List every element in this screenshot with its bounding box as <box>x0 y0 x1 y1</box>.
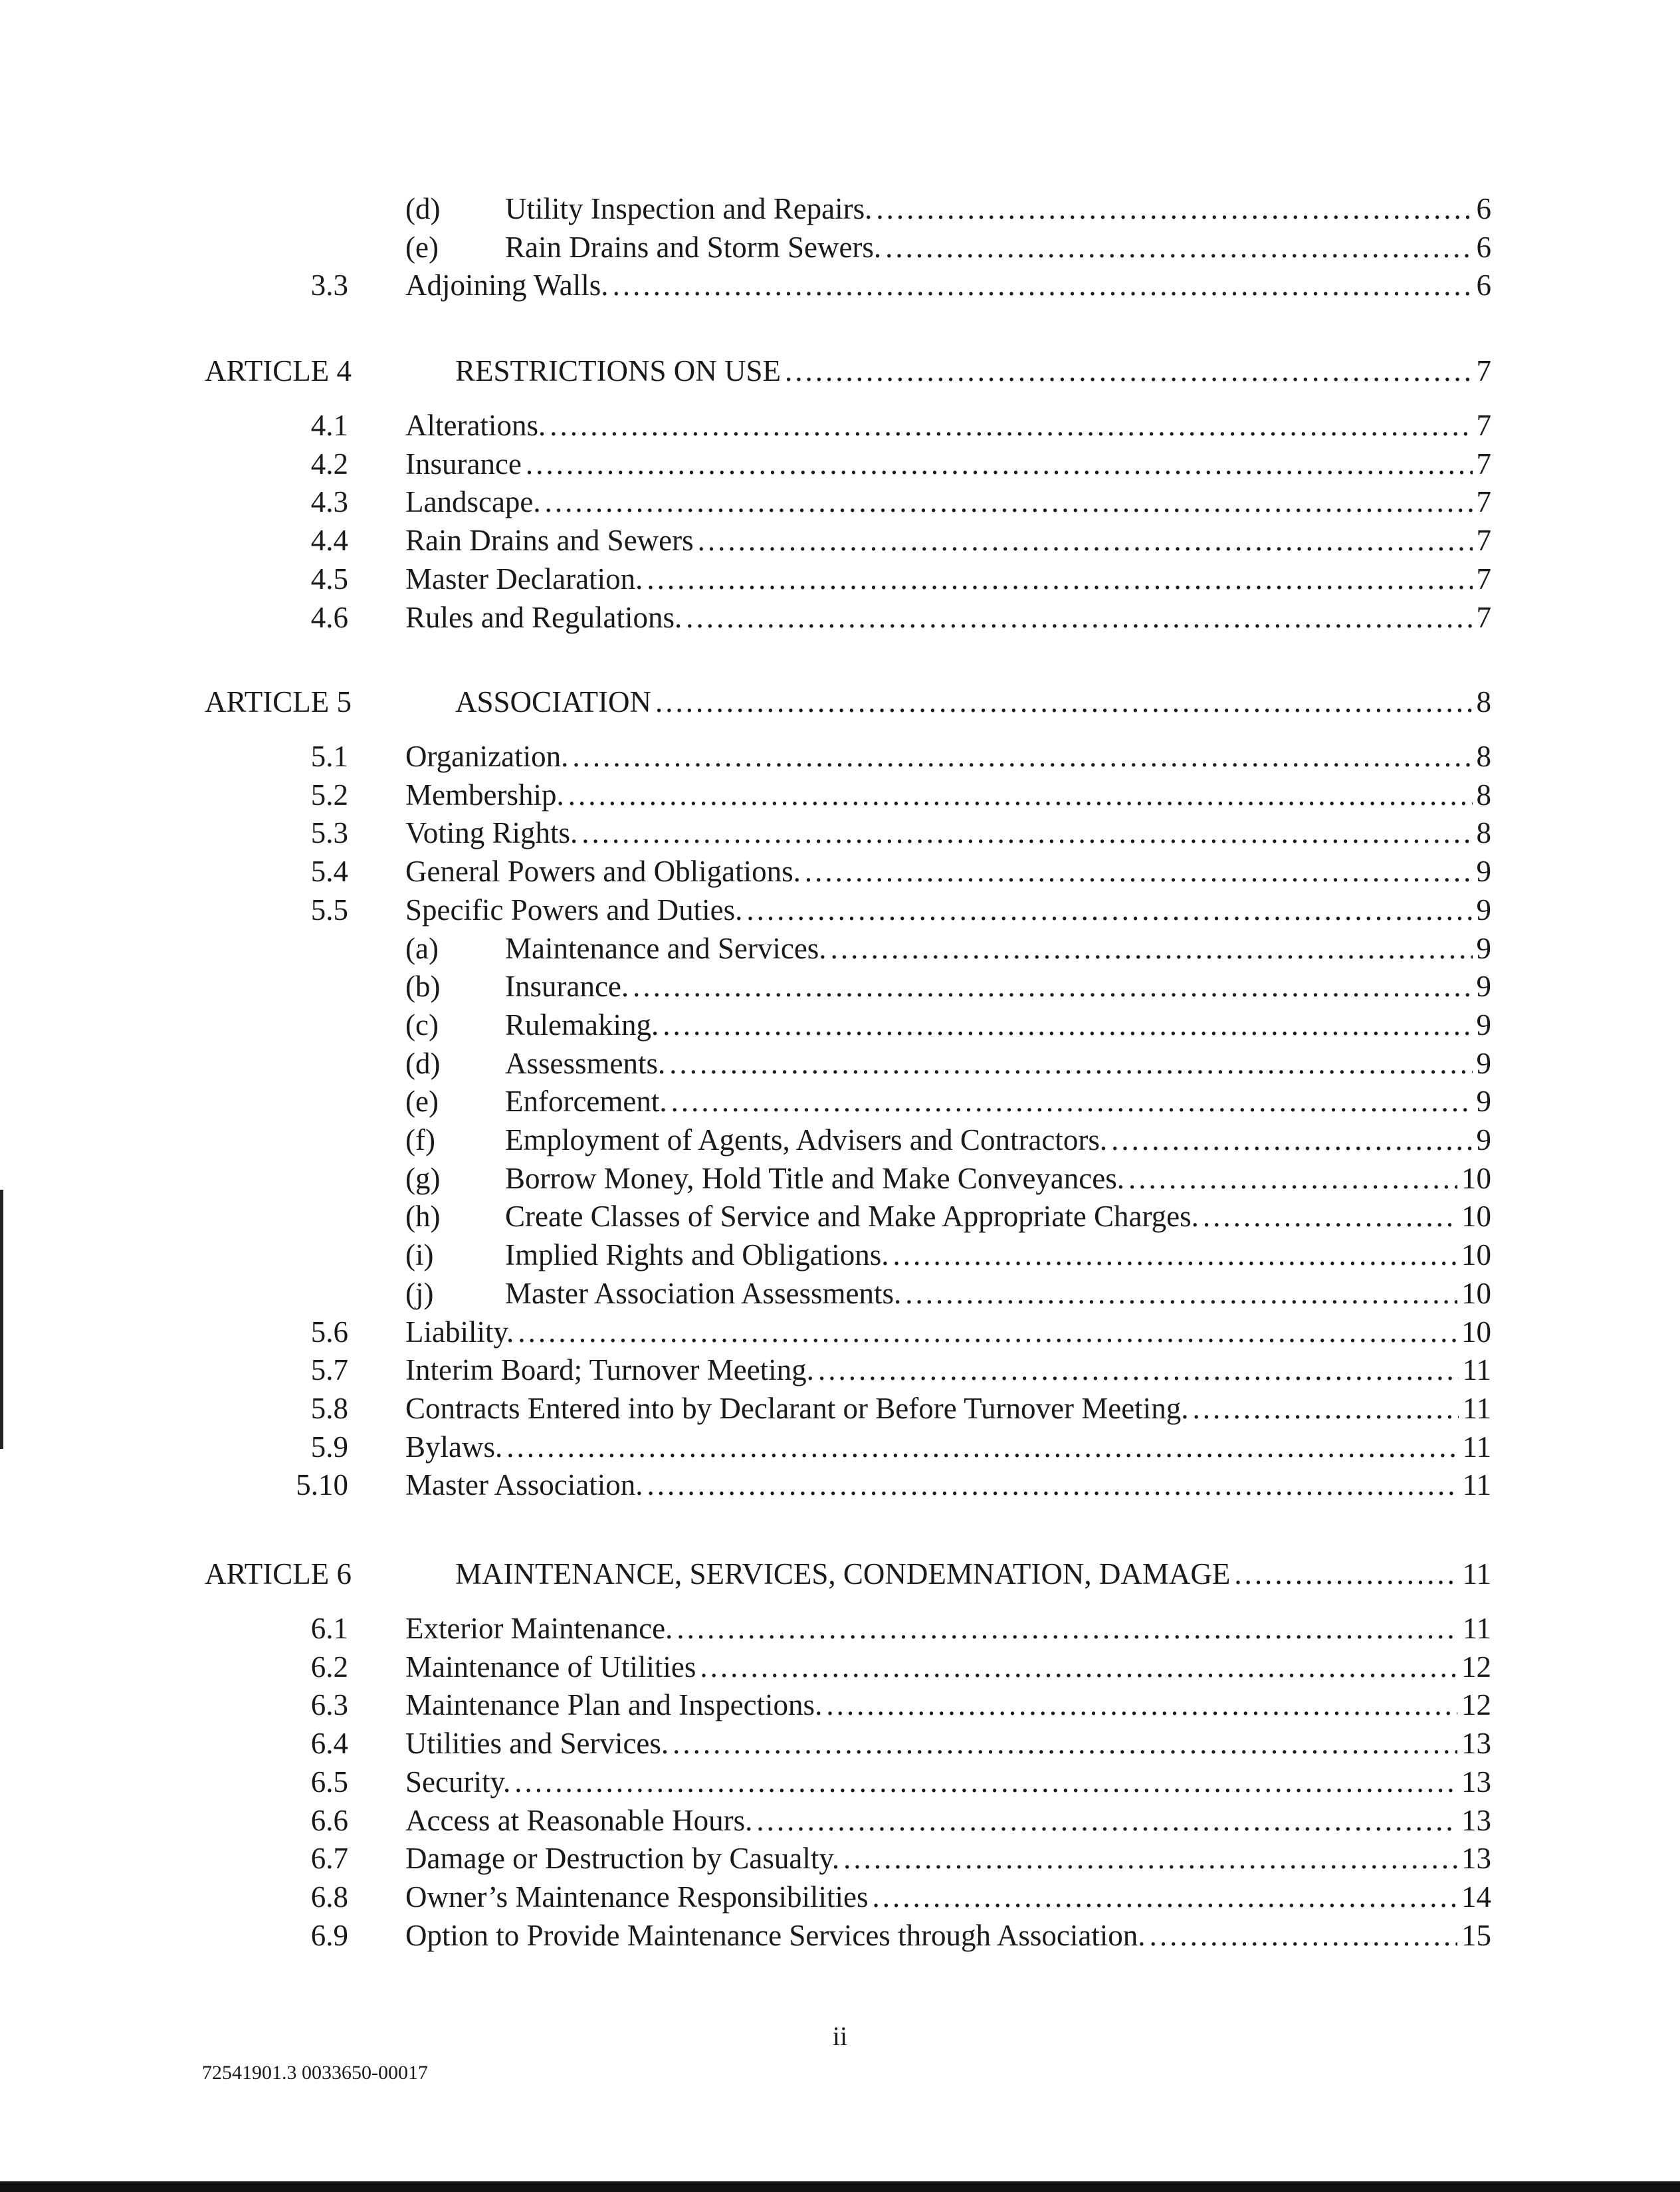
entry-title: Liability. <box>405 1315 514 1349</box>
subsection-letter: (h) <box>405 1200 441 1234</box>
toc-entry <box>405 1763 1491 1801</box>
dot-leader <box>826 1686 1457 1723</box>
section-number: 4.3 <box>310 485 348 519</box>
page-number: 9 <box>1476 893 1491 927</box>
page-number: 7 <box>1476 354 1491 387</box>
page-number: 9 <box>1476 970 1491 1004</box>
entry-title: Create Classes of Service and Make Appropriate Charges. <box>505 1200 1199 1234</box>
toc-entry <box>405 483 1491 520</box>
page-number: 9 <box>1476 1085 1491 1119</box>
entry-title: Borrow Money, Hold Title and Make Conveyances. <box>505 1161 1124 1195</box>
section-number: 5.3 <box>310 816 348 850</box>
section-number: 6.2 <box>310 1650 348 1684</box>
section-number: 5.2 <box>310 778 348 812</box>
article-title: ASSOCIATION <box>455 685 652 718</box>
page-number: 11 <box>1462 1353 1491 1387</box>
section-number: 6.7 <box>310 1842 348 1876</box>
section-number: 5.5 <box>310 893 348 927</box>
dot-leader <box>686 599 1472 636</box>
page-number: 8 <box>1476 816 1491 850</box>
page-number: 7 <box>1476 524 1491 558</box>
toc-entry <box>405 1466 1491 1503</box>
entry-title: Contracts Entered into by Declarant or Before Turnover Meeting. <box>405 1391 1189 1425</box>
dot-leader <box>677 1610 1458 1647</box>
dot-leader <box>805 853 1473 890</box>
page-number: 10 <box>1461 1238 1491 1272</box>
page-number: 14 <box>1461 1880 1491 1914</box>
entry-title: Interim Board; Turnover Meeting. <box>405 1353 814 1387</box>
page-number: 9 <box>1476 1046 1491 1080</box>
entry-title: Organization. <box>405 740 569 773</box>
entry-title: Assessments. <box>505 1046 666 1080</box>
toc-entry <box>505 1006 1491 1043</box>
section-number: 5.8 <box>310 1391 348 1425</box>
toc-entry <box>405 738 1491 775</box>
toc-entry <box>405 267 1491 304</box>
toc-entry <box>405 1686 1491 1723</box>
dot-leader <box>905 1275 1457 1312</box>
dot-leader <box>545 483 1473 520</box>
subsection-letter: (j) <box>405 1276 434 1310</box>
section-number: 4.6 <box>310 600 348 634</box>
toc-entry <box>405 1802 1491 1839</box>
page-number: 12 <box>1461 1688 1491 1722</box>
section-number: 6.6 <box>310 1803 348 1837</box>
page-number: 11 <box>1462 1557 1491 1590</box>
entry-title: Master Association Assessments. <box>505 1276 902 1310</box>
toc-entry <box>505 229 1491 266</box>
subsection-letter: (e) <box>405 230 439 264</box>
page-number: 9 <box>1476 931 1491 965</box>
toc-entry <box>405 560 1491 598</box>
section-number: 6.4 <box>310 1727 348 1761</box>
entry-title: Exterior Maintenance. <box>405 1612 673 1645</box>
dot-leader <box>1203 1198 1457 1235</box>
toc-entry <box>405 445 1491 483</box>
toc-entry <box>405 1610 1491 1647</box>
section-number: 6.1 <box>310 1612 348 1645</box>
page-number: 13 <box>1461 1727 1491 1761</box>
page-number: 8 <box>1476 740 1491 773</box>
toc-entry <box>405 1917 1491 1954</box>
toc-entry <box>405 776 1491 814</box>
page-number: 13 <box>1461 1765 1491 1799</box>
dot-leader <box>568 776 1473 814</box>
article-title: RESTRICTIONS ON USE <box>455 354 782 387</box>
section-number: 5.6 <box>310 1315 348 1349</box>
footer-document-id: 72541901.3 0033650-00017 <box>202 2062 428 2084</box>
entry-title: Maintenance and Services. <box>505 931 827 965</box>
scan-edge-bottom <box>0 2181 1680 2192</box>
page-number: 11 <box>1462 1430 1491 1464</box>
subsection-letter: (g) <box>405 1161 441 1195</box>
section-number: 6.9 <box>310 1918 348 1952</box>
toc-entry <box>505 1198 1491 1235</box>
dot-leader <box>746 891 1472 929</box>
section-number: 5.10 <box>296 1468 348 1502</box>
entry-title: Utilities and Services. <box>405 1727 669 1761</box>
article-heading <box>455 683 1491 720</box>
dot-leader <box>647 560 1472 598</box>
entry-title: Voting Rights. <box>405 816 578 850</box>
page-number: 13 <box>1461 1842 1491 1876</box>
entry-title: Rain Drains and Storm Sewers. <box>505 230 882 264</box>
toc-entry <box>505 1236 1491 1273</box>
subsection-letter: (a) <box>405 931 439 965</box>
toc-entry <box>505 1275 1491 1312</box>
article-label: ARTICLE 6 <box>205 1557 352 1590</box>
dot-leader <box>613 267 1473 304</box>
page-number: 9 <box>1476 1008 1491 1041</box>
entry-title: Owner’s Maintenance Responsibilities <box>405 1880 869 1914</box>
page-number: 7 <box>1476 447 1491 481</box>
toc-entry <box>505 190 1491 227</box>
toc-entry <box>505 1121 1491 1158</box>
page-number: 11 <box>1462 1468 1491 1502</box>
entry-title: Access at Reasonable Hours. <box>405 1803 753 1837</box>
dot-leader <box>831 930 1473 967</box>
dot-leader <box>873 1878 1457 1916</box>
page-number: 10 <box>1461 1161 1491 1195</box>
dot-leader <box>581 814 1472 851</box>
dot-leader <box>818 1351 1459 1388</box>
page-number: 8 <box>1476 685 1491 718</box>
dot-leader <box>514 1763 1457 1801</box>
page-number: 6 <box>1476 230 1491 264</box>
toc-entry <box>405 1390 1491 1427</box>
page-number: 15 <box>1461 1918 1491 1952</box>
subsection-letter: (c) <box>405 1008 439 1041</box>
entry-title: Rulemaking. <box>505 1008 659 1041</box>
entry-title: Damage or Destruction by Casualty. <box>405 1842 840 1876</box>
section-number: 4.2 <box>310 447 348 481</box>
dot-leader <box>572 738 1472 775</box>
dot-leader <box>655 683 1472 720</box>
toc-entry <box>405 1313 1491 1351</box>
page-number: 12 <box>1461 1650 1491 1684</box>
subsection-letter: (b) <box>405 970 441 1004</box>
scan-edge-left <box>0 1190 3 1449</box>
entry-title: Alterations. <box>405 409 546 442</box>
page-number: 8 <box>1476 778 1491 812</box>
entry-title: Membership. <box>405 778 564 812</box>
subsection-letter: (d) <box>405 192 441 225</box>
dot-leader <box>550 407 1472 444</box>
entry-title: Bylaws. <box>405 1430 503 1464</box>
toc-entry <box>405 1878 1491 1916</box>
page-number: 6 <box>1476 269 1491 302</box>
section-number: 4.5 <box>310 562 348 596</box>
article-label: ARTICLE 4 <box>205 354 352 387</box>
dot-leader <box>698 522 1473 559</box>
page-number: 10 <box>1461 1315 1491 1349</box>
entry-title: Master Declaration. <box>405 562 643 596</box>
section-number: 6.5 <box>310 1765 348 1799</box>
dot-leader <box>785 352 1472 389</box>
article-title: MAINTENANCE, SERVICES, CONDEMNATION, DAMAGE <box>455 1557 1231 1590</box>
toc-entry <box>505 1160 1491 1197</box>
subsection-letter: (i) <box>405 1238 434 1272</box>
section-number: 5.4 <box>310 855 348 889</box>
entry-title: Option to Provide Maintenance Services through Association. <box>405 1918 1146 1952</box>
dot-leader <box>669 1045 1472 1082</box>
toc-entry <box>505 1083 1491 1120</box>
subsection-letter: (e) <box>405 1085 439 1119</box>
entry-title: Security. <box>405 1765 511 1799</box>
dot-leader <box>1234 1555 1458 1592</box>
dot-leader <box>671 1083 1473 1120</box>
dot-leader <box>885 229 1472 266</box>
entry-title: Maintenance of Utilities <box>405 1650 696 1684</box>
article-label: ARTICLE 5 <box>205 685 352 718</box>
entry-title: Master Association. <box>405 1468 643 1502</box>
entry-title: Employment of Agents, Advisers and Contractors. <box>505 1123 1108 1156</box>
page-number: 6 <box>1476 192 1491 225</box>
toc-entry <box>405 522 1491 559</box>
toc-entry <box>505 968 1491 1005</box>
entry-title: Specific Powers and Duties. <box>405 893 743 927</box>
dot-leader <box>526 445 1473 483</box>
page-number: 13 <box>1461 1803 1491 1837</box>
section-number: 4.4 <box>310 524 348 558</box>
page-number: 9 <box>1476 855 1491 889</box>
dot-leader <box>633 968 1472 1005</box>
dot-leader <box>506 1428 1458 1466</box>
entry-title: Enforcement. <box>505 1085 667 1119</box>
page-number: 11 <box>1462 1612 1491 1645</box>
section-number: 4.1 <box>310 409 348 442</box>
toc-entry <box>505 930 1491 967</box>
toc-entry <box>405 1725 1491 1762</box>
subsection-letter: (f) <box>405 1123 435 1156</box>
dot-leader <box>673 1725 1457 1762</box>
entry-title: Rain Drains and Sewers <box>405 524 694 558</box>
section-number: 5.1 <box>310 740 348 773</box>
page-number: 9 <box>1476 1123 1491 1156</box>
dot-leader <box>876 190 1472 227</box>
section-number: 5.7 <box>310 1353 348 1387</box>
article-heading <box>455 352 1491 389</box>
dot-leader <box>1111 1121 1472 1158</box>
entry-title: Implied Rights and Obligations. <box>505 1238 889 1272</box>
entry-title: Utility Inspection and Repairs. <box>505 192 873 225</box>
page-number: 10 <box>1461 1276 1491 1310</box>
page-number: 10 <box>1461 1200 1491 1234</box>
dot-leader <box>647 1466 1458 1503</box>
entry-title: Rules and Regulations. <box>405 600 682 634</box>
page-number: 7 <box>1476 409 1491 442</box>
section-number: 5.9 <box>310 1430 348 1464</box>
toc-entry <box>405 1840 1491 1877</box>
section-number: 3.3 <box>310 269 348 302</box>
toc-entry <box>405 814 1491 851</box>
dot-leader <box>700 1648 1457 1686</box>
toc-entry <box>405 891 1491 929</box>
toc-entry <box>405 1428 1491 1466</box>
entry-title: Insurance. <box>505 970 629 1004</box>
entry-title: Adjoining Walls. <box>405 269 609 302</box>
entry-title: General Powers and Obligations. <box>405 855 801 889</box>
page-number: 7 <box>1476 562 1491 596</box>
toc-entry <box>405 407 1491 444</box>
toc-entry <box>405 853 1491 890</box>
article-heading <box>455 1555 1491 1592</box>
section-number: 6.8 <box>310 1880 348 1914</box>
subsection-letter: (d) <box>405 1046 441 1080</box>
dot-leader <box>843 1840 1457 1877</box>
dot-leader <box>663 1006 1472 1043</box>
toc-entry <box>405 1351 1491 1388</box>
entry-title: Insurance <box>405 447 522 481</box>
dot-leader <box>1150 1917 1457 1954</box>
page-number: 7 <box>1476 485 1491 519</box>
toc-entry <box>505 1045 1491 1082</box>
page-number: 11 <box>1462 1391 1491 1425</box>
dot-leader <box>1192 1390 1458 1427</box>
entry-title: Maintenance Plan and Inspections. <box>405 1688 823 1722</box>
dot-leader <box>892 1236 1457 1273</box>
footer-page-number: ii <box>832 2021 848 2051</box>
dot-leader <box>756 1802 1457 1839</box>
toc-entry <box>405 599 1491 636</box>
section-number: 6.3 <box>310 1688 348 1722</box>
dot-leader <box>518 1313 1457 1351</box>
page-number: 7 <box>1476 600 1491 634</box>
dot-leader <box>1128 1160 1457 1197</box>
entry-title: Landscape. <box>405 485 541 519</box>
toc-entry <box>405 1648 1491 1686</box>
